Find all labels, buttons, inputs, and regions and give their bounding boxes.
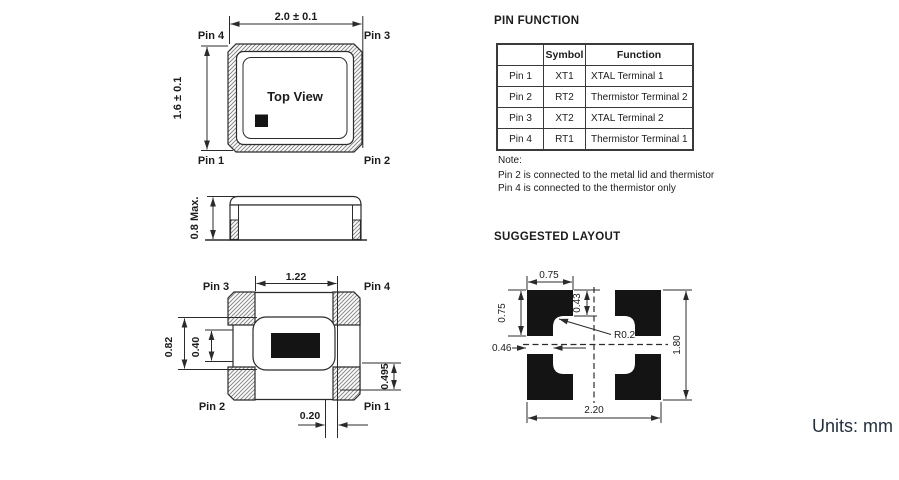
cell-function: Thermistor Terminal 2 <box>586 87 694 108</box>
bottom-view-crystal <box>271 333 320 358</box>
bottom-view-pin2-label: Pin 2 <box>198 401 226 413</box>
cell-symbol: XT1 <box>544 66 586 87</box>
layout-notch-offset-dim: 0.46 <box>492 343 512 354</box>
table-row <box>497 108 693 129</box>
top-view-label: Top View <box>267 89 323 104</box>
note-line: Pin 2 is connected to the metal lid and thermistor <box>498 170 715 181</box>
top-view-pin2-label: Pin 2 <box>363 155 391 167</box>
side-view-lid <box>230 197 361 206</box>
cell-pin: Pin 1 <box>497 66 544 87</box>
layout-notch-radius-dim: R0.2 <box>614 330 636 341</box>
bottom-view-pin4-label: Pin 4 <box>363 281 391 293</box>
pin-function-heading: PIN FUNCTION <box>494 15 580 27</box>
bottom-view-pin3-label: Pin 3 <box>202 281 230 293</box>
header-cell-function: Function <box>586 44 694 66</box>
table-row <box>497 66 693 87</box>
cell-function: Thermistor Terminal 1 <box>586 129 694 151</box>
header-cell-empty <box>497 44 544 66</box>
cell-pin: Pin 3 <box>497 108 544 129</box>
bottom-view-pad-height-dim: 0.495 <box>379 363 391 390</box>
bottom-view-inner-width-dim: 1.22 <box>285 271 307 283</box>
pin1-index-mark <box>255 115 268 128</box>
table-header-row <box>497 44 693 66</box>
bottom-view-gap-dim: 0.20 <box>299 410 321 422</box>
table-row <box>497 87 693 108</box>
bottom-view-outer-height-dim: 0.82 <box>163 336 175 358</box>
side-view-body <box>230 205 361 240</box>
cell-symbol: RT2 <box>544 87 586 108</box>
bottom-view-drawing <box>150 255 420 455</box>
note-block <box>498 154 714 195</box>
top-view-width-dim: 2.0 ± 0.1 <box>274 11 318 23</box>
suggested-layout-drawing <box>480 252 715 437</box>
top-view-pin4-label: Pin 4 <box>197 30 225 42</box>
bottom-view-inner-height-dim: 0.40 <box>190 336 202 358</box>
cell-pin: Pin 2 <box>497 87 544 108</box>
cell-symbol: XT2 <box>544 108 586 129</box>
header-cell-symbol: Symbol <box>544 44 586 66</box>
layout-pad-width-dim: 0.75 <box>539 270 559 281</box>
cell-function: XTAL Terminal 2 <box>586 108 694 129</box>
layout-total-width-dim: 2.20 <box>584 405 604 416</box>
suggested-layout-heading: SUGGESTED LAYOUT <box>494 231 621 243</box>
note-label: Note: <box>498 155 522 166</box>
top-view-height-dim: 1.6 ± 0.1 <box>172 76 184 120</box>
layout-total-height-dim: 1.80 <box>672 335 683 355</box>
table-row <box>497 129 693 151</box>
units-label: Units: mm <box>812 416 893 436</box>
cell-function: XTAL Terminal 1 <box>586 66 694 87</box>
bottom-view-pin1-label: Pin 1 <box>363 401 391 413</box>
top-view-pin1-label: Pin 1 <box>197 155 225 167</box>
note-line: Pin 4 is connected to the thermistor only <box>498 183 676 194</box>
layout-pad-height-dim: 0.75 <box>497 303 508 323</box>
top-view-pin3-label: Pin 3 <box>363 30 391 42</box>
layout-notch-height-dim: 0.43 <box>572 293 583 313</box>
side-view-drawing <box>180 185 380 250</box>
cell-pin: Pin 4 <box>497 129 544 151</box>
pin-function-table <box>496 43 694 151</box>
top-view-drawing <box>150 0 430 180</box>
cell-symbol: RT1 <box>544 129 586 151</box>
side-view-height-dim: 0.8 Max. <box>189 196 201 240</box>
